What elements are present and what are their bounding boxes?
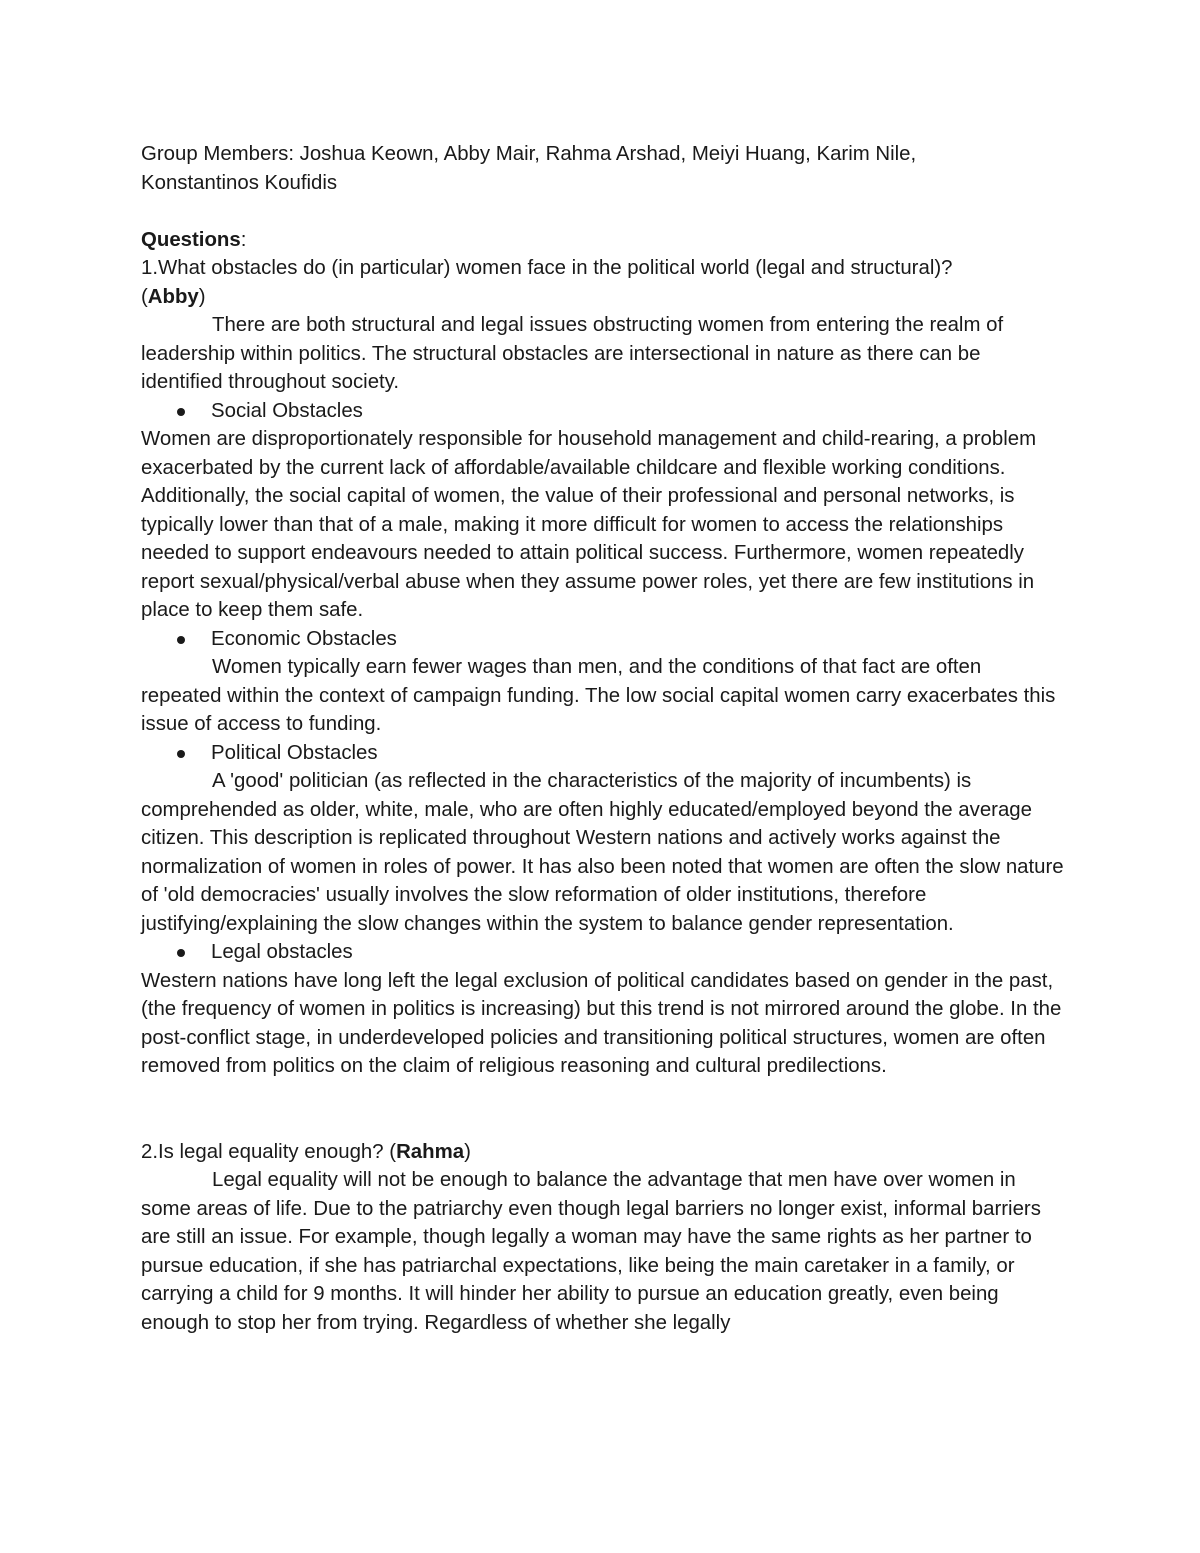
bullet-political-obstacles: [141, 739, 1066, 768]
bullet-legal-obstacles-label: Legal obstacles: [211, 941, 353, 963]
questions-heading-label: Questions: [141, 228, 241, 251]
legal-obstacles-body: Western nations have long left the legal exclusion of political candidates based on gender in the past, (the frequency of women in politics is increasing) but this trend is not mirrored around the globe. In the post-conflict stage, in underdeveloped policies and transitioning political structures, women are often removed from politics on the claim of religious reasoning and cultural predilections.: [141, 969, 1062, 1077]
document-page: [141, 140, 1066, 1337]
political-obstacles-body: A 'good' politician (as reflected in the characteristics of the majority of incumbents) is comprehended as older, white, male, who are often highly educated/employed beyond the average citizen. This description is replicated throughout Western nations and actively works against the normalization of women in roles of power. It has also been noted that women are often the slow nature of 'old democracies' usually involves the slow reformation of older institutions, therefore justifying/explaining the slow changes within the system to balance gender representation.: [141, 770, 1064, 935]
bullet-social-obstacles-label: Social Obstacles: [211, 399, 363, 422]
question-2-body: Legal equality will not be enough to balance the advantage that men have over women in some areas of life. Due to the patriarchy even though legal barriers no longer exist, informal barriers are still an issue. For example, though legally a woman may have the same rights as her partner to pursue education, if she has patriarchal expectations, like being the main caretaker in a family, or carrying a child for 9 months. It will hinder her ability to pursue an education greatly, even being enough to stop her from trying. Regardless of whether she legally: [141, 1169, 1041, 1334]
bullet-icon: [177, 750, 185, 758]
spacer: [141, 197, 1066, 226]
social-obstacles-body: Women are disproportionately responsible for household management and child-rearing, a problem exacerbated by the current lack of affordable/available childcare and flexible working conditions. Additionally, the social capital of women, the value of their professional and personal networks, is typically lower than that of a male, making it more difficult for women to access the relationships needed to support endeavours needed to attain political success. Furthermore, women repeatedly report sexual/physical/verbal abuse when they assume power roles, yet there are few institutions in place to keep them safe.: [141, 428, 1037, 621]
question-1-author: (Abby): [141, 285, 206, 308]
bullet-icon: [177, 408, 185, 416]
bullet-icon: [177, 636, 185, 644]
question-2-author-name: Rahma: [396, 1140, 465, 1163]
spacer: [141, 1081, 1066, 1138]
economic-obstacles-body: Women typically earn fewer wages than men, and the conditions of that fact are often repeated within the context of campaign funding. The low social capital women carry exacerbates this issue of access to funding.: [141, 656, 1056, 735]
question-1: 1.What obstacles do (in particular) women face in the political world (legal and structural)?: [141, 257, 953, 279]
bullet-economic-obstacles-label: Economic Obstacles: [211, 627, 397, 650]
bullet-social-obstacles: [141, 397, 1066, 426]
group-members-line2: Konstantinos Koufidis: [141, 171, 338, 194]
question-2: 2.Is legal equality enough? (Rahma): [141, 1140, 471, 1163]
bullet-economic-obstacles: [141, 625, 1066, 654]
question-2-text: 2.Is legal equality enough? (: [141, 1140, 397, 1163]
questions-heading: [141, 226, 1066, 255]
question-1-intro: There are both structural and legal issues obstructing women from entering the realm of leadership within politics. The structural obstacles are intersectional in nature as there can be identified throughout society.: [141, 314, 1004, 393]
bullet-legal-obstacles: [141, 938, 1066, 967]
questions-heading-colon: :: [240, 228, 247, 251]
bullet-political-obstacles-label: Political Obstacles: [211, 741, 378, 764]
group-members-line: [141, 140, 1066, 197]
group-members-line1: Group Members: Joshua Keown, Abby Mair, Rahma Arshad, Meiyi Huang, Karim Nile,: [141, 143, 917, 165]
question-1-author-name: Abby: [147, 285, 199, 308]
bullet-icon: [177, 949, 185, 957]
